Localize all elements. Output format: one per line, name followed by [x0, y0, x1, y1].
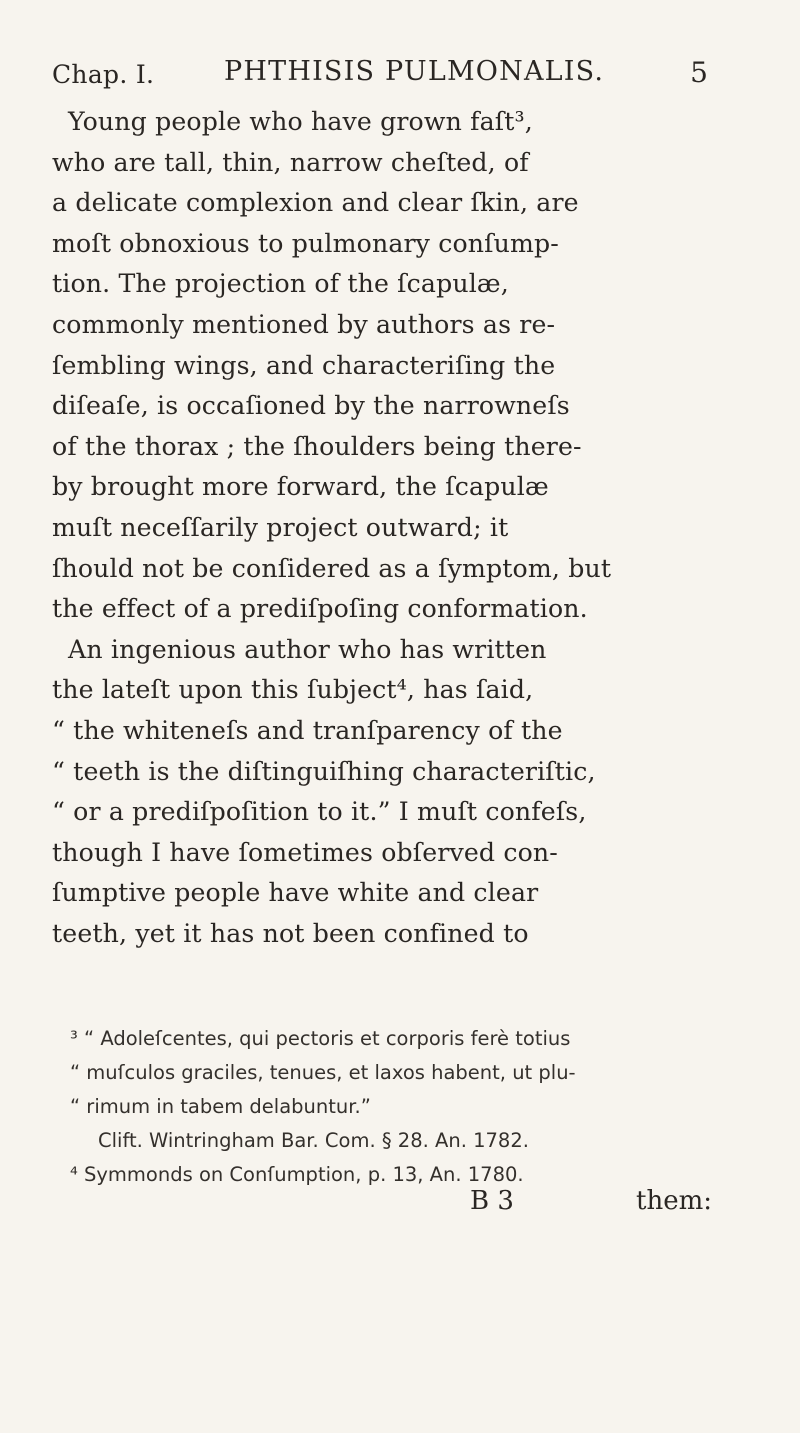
text-line: the effect of a prediſpoſing conformation. — [52, 594, 588, 624]
text-line: who are tall, thin, narrow cheſted, of — [52, 147, 529, 177]
text-line: a delicate complexion and clear ſkin, are — [52, 188, 579, 218]
text-line: teeth, yet it has not been confined to — [52, 918, 529, 948]
footnote-line: ⁴ Symmonds on Conſumption, p. 13, An. 1780. — [70, 1163, 524, 1186]
text-line: ſumptive people have white and clear — [52, 878, 539, 908]
chapter-label: Chap. I. — [52, 60, 155, 89]
text-line: by brought more forward, the ſcapulæ — [52, 472, 549, 502]
text-line: the lateſt upon this ſubject⁴, has ſaid, — [52, 675, 534, 705]
page-number: 5 — [690, 56, 708, 89]
footnote-line: ³ “ Adoleſcentes, qui pectoris et corporis ferè totius — [70, 1027, 571, 1050]
page-footer — [52, 1186, 712, 1226]
signature-mark: B 3 — [470, 1186, 514, 1216]
main-text — [52, 102, 712, 954]
text-line: “ teeth is the diſtinguiſhing characteriſtic, — [52, 756, 596, 786]
text-line: moſt obnoxious to pulmonary conſump- — [52, 228, 559, 258]
footnote-line: Clift. Wintringham Bar. Com. § 28. An. 1782. — [98, 1129, 529, 1152]
running-title: PHTHISIS PULMONALIS. — [224, 56, 605, 87]
footnote-line: “ rimum in tabem delabuntur.” — [70, 1095, 371, 1118]
text-line: diſeaſe, is occaſioned by the narrowneſs — [52, 391, 570, 421]
text-line: tion. The projection of the ſcapulæ, — [52, 269, 509, 299]
running-header — [52, 56, 708, 96]
catchword: them: — [636, 1186, 712, 1216]
text-line: An ingenious author who has written — [68, 634, 547, 664]
text-line: “ or a prediſpoſition to it.” I muſt confeſs, — [52, 797, 587, 827]
text-line: though I have ſometimes obſerved con- — [52, 837, 558, 867]
text-line: of the thorax ; the ſhoulders being there- — [52, 431, 582, 461]
text-line: commonly mentioned by authors as re- — [52, 309, 556, 339]
text-line: ſhould not be conſidered as a ſymptom, but — [52, 553, 612, 583]
footnotes — [52, 1022, 752, 1192]
text-line: “ the whiteneſs and tranſparency of the — [52, 715, 563, 745]
footnote-line: “ muſculos graciles, tenues, et laxos habent, ut plu- — [70, 1061, 576, 1084]
text-line: ſembling wings, and characteriſing the — [52, 350, 556, 380]
text-line: muſt neceſſarily project outward; it — [52, 512, 509, 542]
text-line: Young people who have grown faſt³, — [68, 107, 533, 136]
